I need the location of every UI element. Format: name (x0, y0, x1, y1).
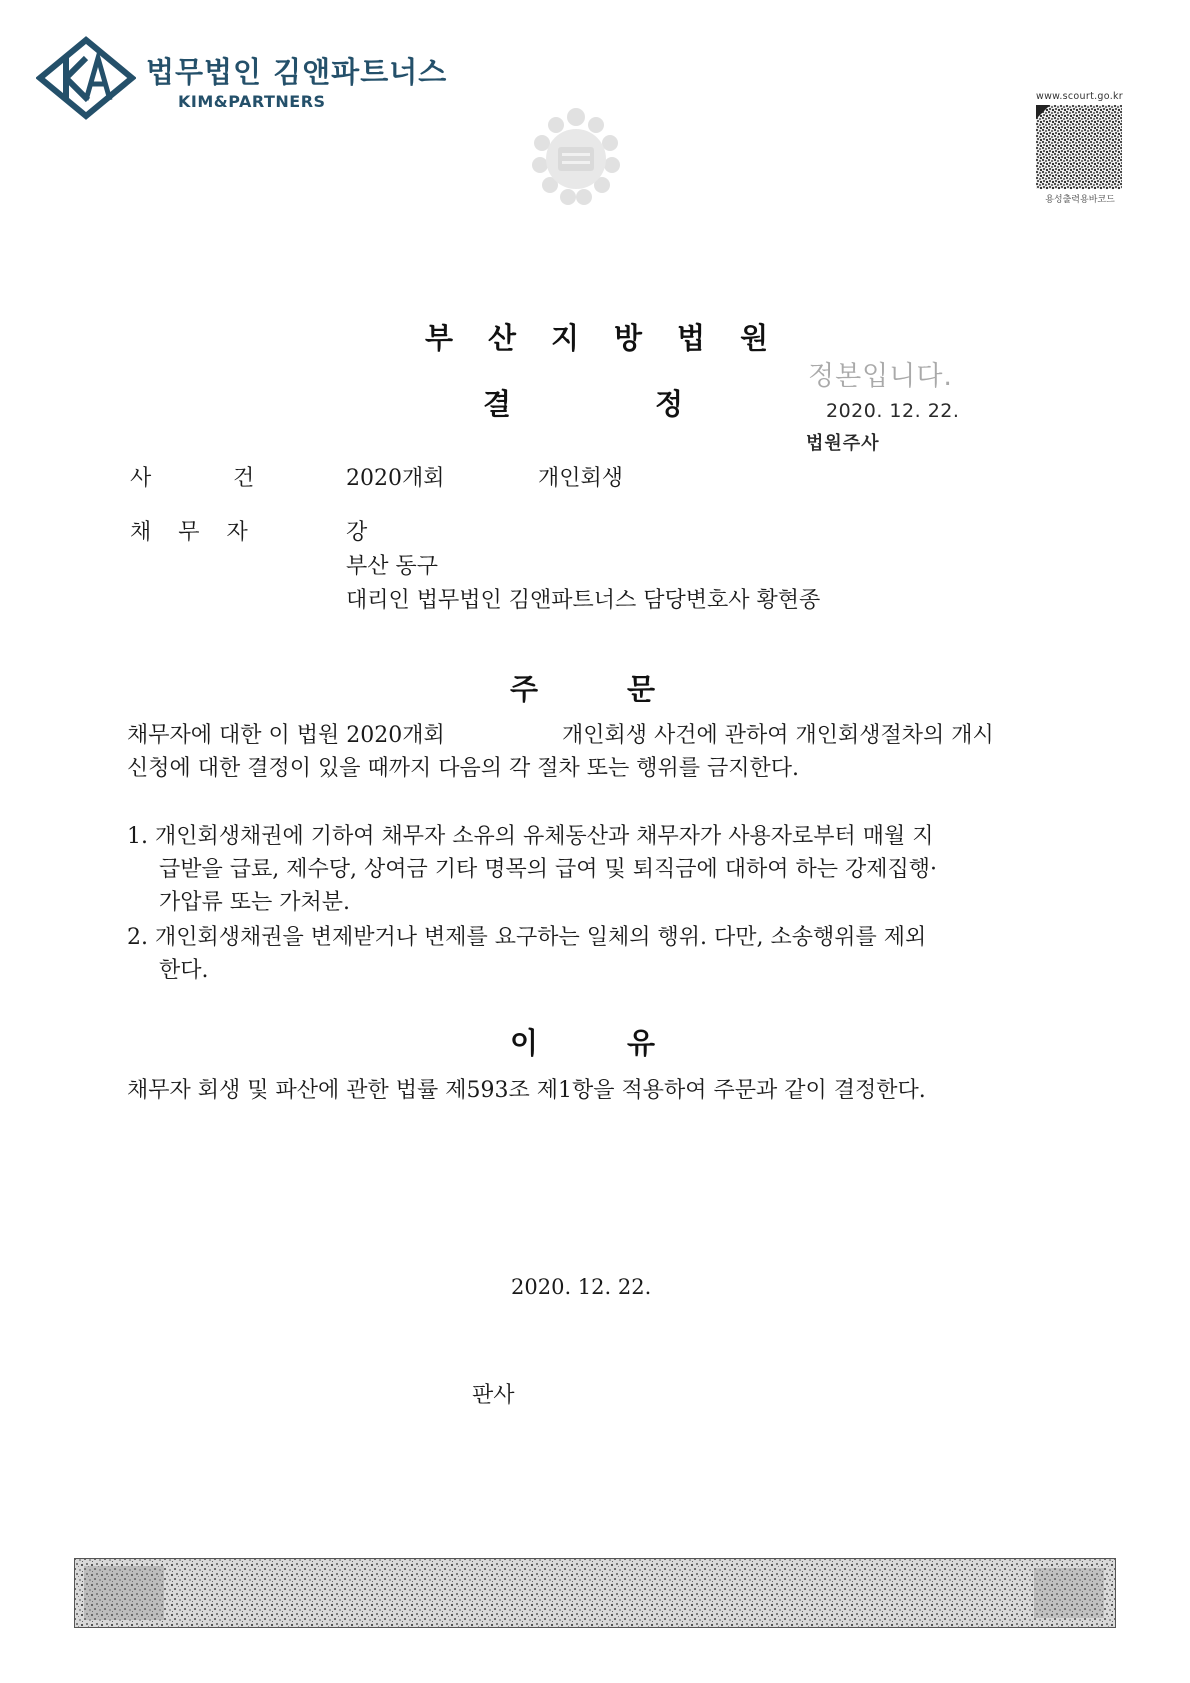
order-heading-first-char: 주 (510, 672, 539, 706)
reason-text: 채무자 회생 및 파산에 관한 법률 제593조 제1항을 적용하여 주문과 같이 결정한다. (127, 1078, 926, 1103)
verification-caption: 용성출력용바코드 (1045, 195, 1115, 205)
judge-label: 판사 (472, 1383, 515, 1408)
order-item-2-line1: 2. 개인회생채권을 변제받거나 변제를 요구하는 일체의 행위. 다만, 소송행위를 제외 (127, 925, 927, 950)
order-item-1-line1: 1. 개인회생채권에 기하여 채무자 소유의 유체동산과 채무자가 사용자로부터 매월 지 (127, 824, 934, 849)
debtor-name: 강 (346, 520, 368, 545)
order-item-1-line2: 급받을 급료, 제수당, 상여금 기타 명목의 급여 및 퇴직금에 대하여 하는 강제집행· (159, 857, 937, 882)
verification-url: www.scourt.go.kr (1036, 91, 1124, 102)
firm-logo (36, 36, 476, 124)
decision-date: 2020. 12. 22. (511, 1275, 652, 1299)
order-item-1-line3: 가압류 또는 가처분. (159, 890, 350, 915)
order-item-2-line2: 한다. (159, 958, 209, 983)
reason-heading-second-char: 유 (627, 1026, 656, 1060)
case-number: 2020개회 (346, 466, 445, 491)
certified-copy-stamp: 정본입니다. (808, 361, 953, 392)
court-emblem-icon (528, 103, 624, 211)
order-heading-second-char: 문 (627, 672, 656, 706)
order-intro-line2: 신청에 대한 결정이 있을 때까지 다음의 각 절차 또는 행위를 금지한다. (127, 756, 799, 781)
stamp-date: 2020. 12. 22. (826, 400, 960, 422)
document-type-first-char: 결 (483, 387, 512, 421)
reason-heading-first-char: 이 (510, 1026, 539, 1060)
stamp-officer: 법원주사 (806, 433, 880, 454)
case-type: 개인회생 (538, 466, 624, 491)
verification-barcode-icon (1036, 105, 1122, 189)
document-type-second-char: 정 (655, 387, 684, 421)
order-intro-line1-part2: 개인회생 사건에 관하여 개인회생절차의 개시 (562, 723, 994, 748)
firm-logo-mark-icon (36, 36, 136, 120)
court-name: 부산지방법원 (425, 321, 804, 355)
security-pattern-band (74, 1558, 1116, 1628)
debtor-agent: 대리인 법무법인 김앤파트너스 담당변호사 황현종 (346, 588, 821, 613)
case-label-first-char: 사 (130, 466, 152, 491)
order-intro-line1-part1: 채무자에 대한 이 법원 2020개회 (127, 723, 445, 748)
case-label-second-char: 건 (233, 466, 255, 491)
debtor-address: 부산 동구 (346, 554, 439, 579)
firm-name-korean: 법무법인 김앤파트너스 (146, 55, 448, 89)
debtor-label: 채무자 (130, 520, 275, 545)
firm-name-english: KIM&PARTNERS (178, 92, 326, 111)
